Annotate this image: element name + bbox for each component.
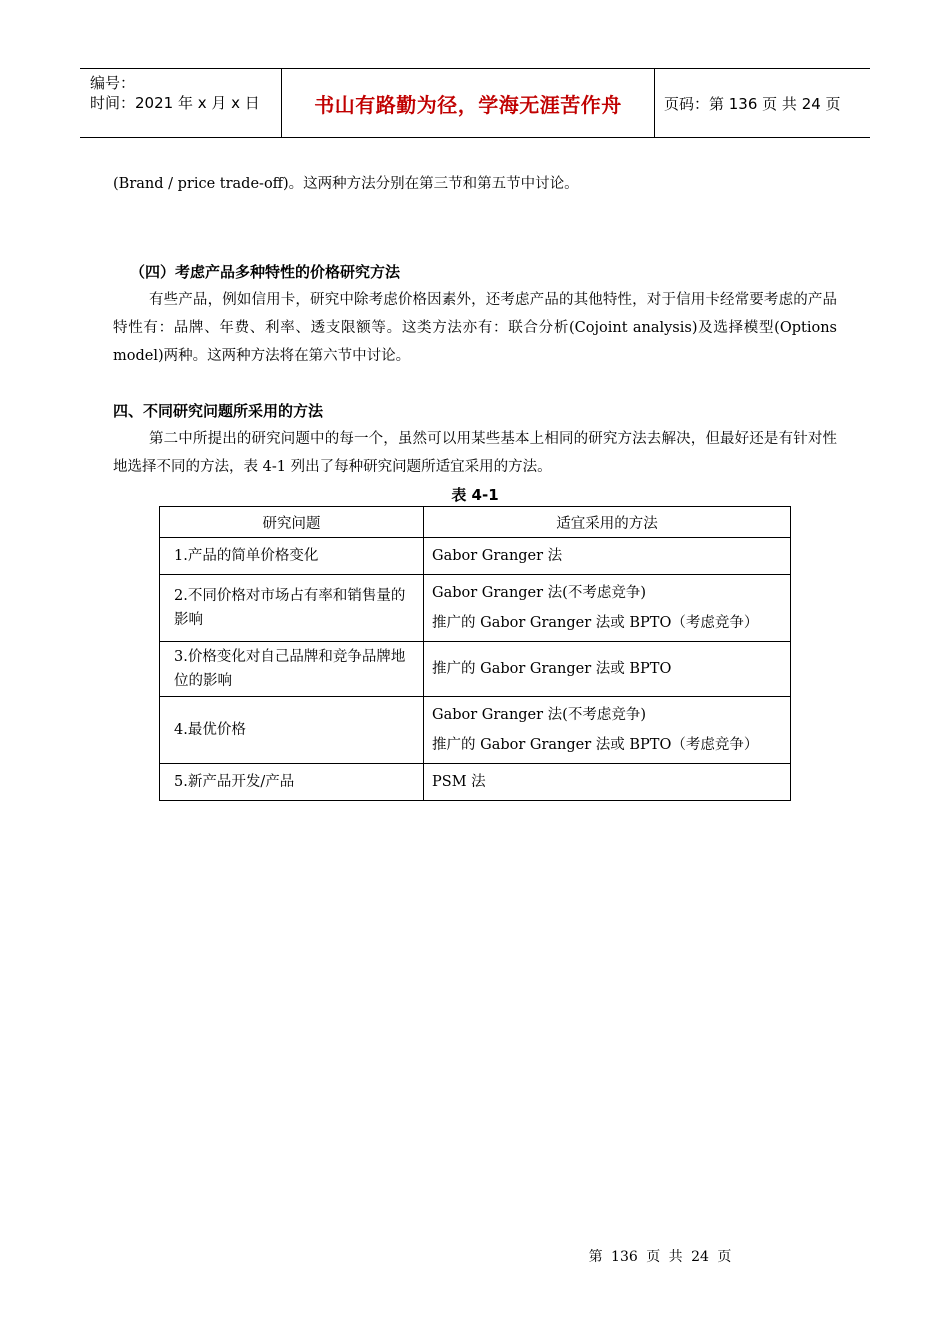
section-heading: （四）考虑产品多种特性的价格研究方法 — [130, 263, 401, 281]
section-heading: 四、不同研究问题所采用的方法 — [113, 402, 324, 420]
table-row — [160, 642, 791, 697]
table-row — [160, 538, 791, 575]
body-line: (Brand / price trade-off)。这两种方法分别在第三节和第五节中讨论。 — [113, 176, 579, 192]
page-header — [80, 68, 870, 138]
method-text: Gabor Granger 法(不考虑竞争) — [432, 707, 646, 723]
table-row — [160, 764, 791, 801]
header-time-label: 时间：2021 年 x 月 x 日 — [90, 94, 260, 112]
header-code-label: 编号： — [90, 74, 136, 92]
table-row — [160, 697, 791, 764]
body-paragraph: 有些产品，例如信用卡，研究中除考虑价格因素外，还考虑产品的其他特性，对于信用卡经常要考虑的产品特性有：品牌、年费、利率、透支限额等。这类方法亦有：联合分析(Cojoint analysis)及选择模型(Options model)两种。这两种方法将在第六节中讨论。 — [113, 292, 837, 364]
method-text: 推广的 Gabor Granger 法或 BPTO — [432, 661, 672, 677]
method-cell — [424, 538, 791, 575]
method-cell — [424, 642, 791, 697]
page-footer: 第 136 页 共 24 页 — [588, 1249, 732, 1265]
method-text: Gabor Granger 法(不考虑竞争) — [432, 585, 646, 601]
methods-table — [159, 506, 791, 801]
method-text: 推广的 Gabor Granger 法或 BPTO（考虑竞争） — [432, 737, 759, 753]
column-header: 研究问题 — [160, 507, 424, 538]
header-motto: 书山有路勤为径，学海无涯苦作舟 — [314, 92, 622, 117]
method-text: PSM 法 — [432, 774, 486, 790]
method-cell — [424, 764, 791, 801]
problem-cell: 2.不同价格对市场占有率和销售量的影响 — [160, 575, 424, 642]
header-meta — [90, 73, 280, 113]
method-text: Gabor Granger 法 — [432, 548, 563, 564]
method-text: 推广的 Gabor Granger 法或 BPTO（考虑竞争） — [432, 615, 759, 631]
body-paragraph: 第二中所提出的研究问题中的每一个，虽然可以用某些基本上相同的研究方法去解决，但最好还是有针对性地选择不同的方法，表 4-1 列出了每种研究问题所适宜采用的方法。 — [113, 431, 837, 475]
header-divider — [654, 69, 655, 137]
method-cell — [424, 575, 791, 642]
column-header: 适宜采用的方法 — [424, 507, 791, 538]
problem-cell: 4.最优价格 — [160, 697, 424, 764]
header-page-info: 页码：第 136 页 共 24 页 — [664, 94, 841, 113]
problem-cell: 1.产品的简单价格变化 — [160, 538, 424, 575]
table-header-row — [160, 507, 791, 538]
problem-cell: 3.价格变化对自己品牌和竞争品牌地位的影响 — [160, 642, 424, 697]
table-row — [160, 575, 791, 642]
table-caption: 表 4-1 — [451, 486, 499, 504]
problem-cell: 5.新产品开发/产品 — [160, 764, 424, 801]
method-cell — [424, 697, 791, 764]
